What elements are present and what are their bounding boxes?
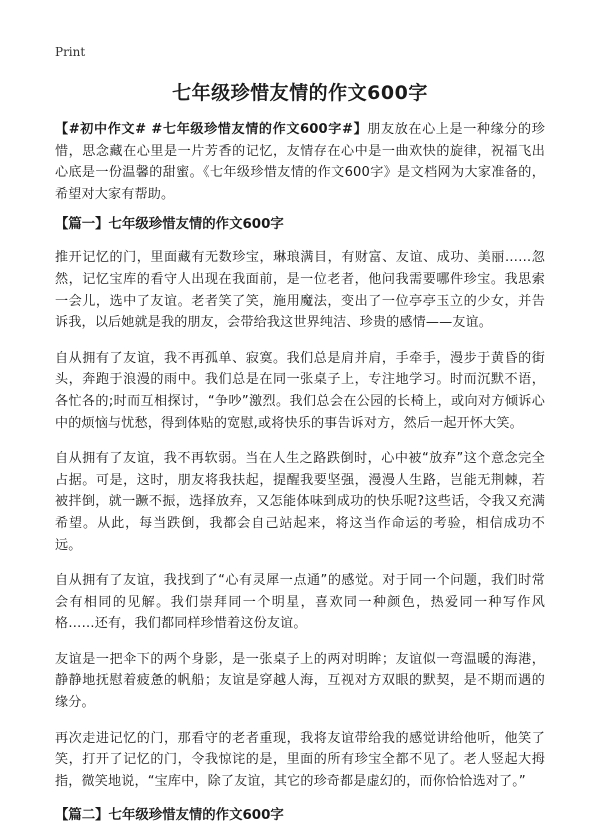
- section-heading-2: 【篇二】七年级珍惜友情的作文600字: [55, 808, 284, 824]
- paragraph: 推开记忆的门，里面藏有无数珍宝，琳琅满目，有财富、友谊、成功、美丽……忽然，记忆宝库的看守人出现在我面前，是一位老者，他问我需要哪件珍宝。我思索一会儿，选中了友谊。老者笑了笑，施用魔法，变出了一位亭亭玉立的少女，并告诉我，以后她就是我的朋友，会带给我这世界纯洁、珍贵的感情——友谊。: [55, 250, 545, 331]
- print-link[interactable]: Print: [55, 45, 86, 59]
- page-title: 七年级珍惜友情的作文600字: [172, 82, 428, 104]
- paragraph: 再次走进记忆的门，那看守的老者重现，我将友谊带给我的感觉讲给他听，他笑了笑，打开了记忆的门，令我惊诧的是，里面的所有珍宝全都不见了。老人竖起大拇指，微笑地说，“宝库中，除了友谊，其它的珍奇都是虚幻的，而你恰恰选对了。”: [55, 730, 545, 789]
- paragraph: 友谊是一把伞下的两个身影，是一张桌子上的两对明眸；友谊似一弯温暖的海港，静静地抚慰着疲惫的帆船；友谊是穿越人海，互视对方双眼的默契，是不期而遇的缘分。: [55, 651, 545, 711]
- paragraph: 自从拥有了友谊，我不再孤单、寂寞。我们总是肩并肩，手牵手，漫步于黄昏的街头，奔跑于浪漫的雨中。我们总是在同一张桌子上，专注地学习。时而沉默不语，各忙各的;时而互相探讨，“争吵”激烈。我们总会在公园的长椅上，或向对方倾诉心中的烦恼与忧愁，得到体贴的宽慰,或将快乐的事告诉对方，然后一起开怀大笑。: [55, 350, 545, 431]
- paragraph: 自从拥有了友谊，我找到了“心有灵犀一点通”的感觉。对于同一个问题，我们时常会有相同的见解。我们崇拜同一个明星，喜欢同一种颜色，热爱同一种写作风格……还有，我们都同样珍惜着这份友谊。: [55, 573, 545, 632]
- intro-text: 朋友放在心上是一种缘分的珍惜，思念藏在心里是一片芳香的记忆，友情存在心中是一曲欢快的旋律，祝福飞出心底是一份温馨的甜蜜。《七年级珍惜友情的作文600字》是文档网为大家准备的，希望对大家有帮助。: [55, 122, 545, 202]
- section-heading-1: 【篇一】七年级珍惜友情的作文600字: [55, 217, 284, 233]
- intro-tag: 【#初中作文# #七年级珍惜友情的作文600字#】: [55, 122, 368, 137]
- paragraph: 自从拥有了友谊，我不再软弱。当在人生之路跌倒时，心中被“放弃”这个意念完全占据。可是，这时，朋友将我扶起，提醒我要坚强，漫漫人生路，岂能无荆棘，若被拌倒，就一蹶不振，选择放弃，又怎能体味到成功的快乐呢?这些话，令我又充满希望。从此，每当跌倒，我都会自己站起来，将这当作命运的考验，相信成功不远。: [55, 451, 545, 553]
- intro-paragraph: [55, 119, 545, 205]
- article-body: [55, 119, 545, 838]
